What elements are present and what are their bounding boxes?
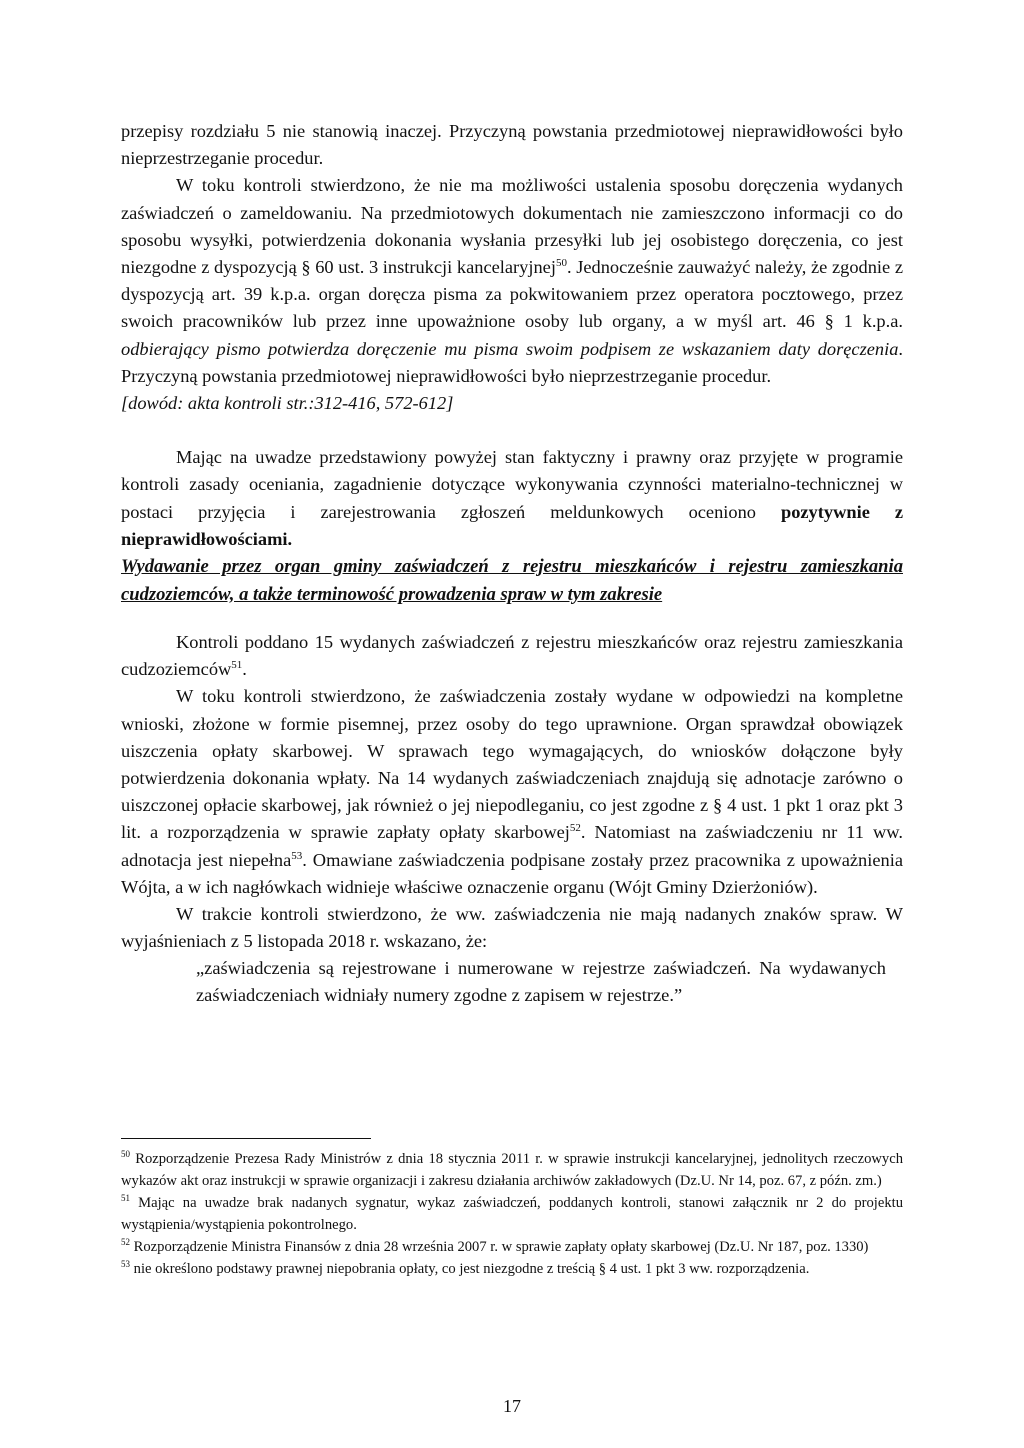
evidence-reference: [dowód: akta kontroli str.:312-416, 572-612]: [121, 393, 454, 414]
footnote-text: nie określono podstawy prawnej niepobrania opłaty, co jest niezgodne z treścią § 4 ust. 1 pkt 3 ww. rozporządzenia.: [130, 1261, 810, 1277]
paragraph-text: przepisy rozdziału 5 nie stanowią inaczej. Przyczyną powstania przedmiotowej nieprawidłowości było nieprzestrzeganie procedur.: [121, 121, 903, 169]
footnote-separator: [121, 1138, 371, 1139]
paragraph-text: Kontroli poddano 15 wydanych zaświadczeń z rejestru mieszkańców oraz rejestru zamieszkania cudzoziemców: [121, 632, 903, 680]
paragraph-text: W toku kontroli stwierdzono, że nie ma możliwości ustalenia sposobu doręczenia wydanych zaświadczeń o zameldowaniu. Na przedmiotowych dokumentach nie zamieszczono informacji co do sposobu wysyłki, potwierdzenia dokonania wysłania przesyłki lub jej osobistego doręczenia, co jest niezgodne z dyspozycją § 60 ust. 3 instrukcji kancelaryjnej: [121, 175, 903, 278]
paragraph-continuation: [121, 118, 903, 172]
footnote-ref-53[interactable]: 53: [291, 849, 303, 862]
footnote-50: [121, 1148, 903, 1192]
paragraph-text: Mając na uwadze przedstawiony powyżej stan faktyczny i prawny oraz przyjęte w programie kontroli zasady oceniania, zagadnienie dotyczące wykonywania czynności materialno-technicznej w postaci przyjęcia i zarejestrowania zgłoszeń meldunkowych oceniono: [121, 447, 903, 522]
footnote-text: Mając na uwadze brak nadanych sygnatur, wykaz zaświadczeń, poddanych kontroli, stanowi załącznik nr 2 do projektu wystąpienia/wystąpienia pokontrolnego.: [121, 1195, 903, 1233]
footnote-ref-50[interactable]: 50: [555, 256, 567, 269]
footnote-number: 53: [121, 1259, 130, 1270]
footnote-ref-52[interactable]: 52: [569, 822, 581, 835]
footnote-52: [121, 1236, 903, 1258]
footnote-number: 50: [121, 1149, 130, 1160]
footnotes: [121, 1148, 903, 1280]
footnote-number: 51: [121, 1193, 130, 1204]
footnote-53: [121, 1258, 903, 1280]
footnote-51: [121, 1192, 903, 1236]
paragraph-delivery-findings: [121, 172, 903, 417]
page-body: [121, 118, 903, 1008]
italic-quote: odbierający pismo potwierdza doręczenie mu pisma swoim podpisem ze wskazaniem daty doręczenia: [121, 338, 899, 359]
paragraph-certificates-count: [121, 629, 903, 683]
assessment-result: pozytywnie z nieprawidłowościami.: [121, 501, 903, 549]
paragraph-text: .: [242, 659, 247, 680]
footnote-number: 52: [121, 1237, 130, 1248]
paragraph-certificates-findings: [121, 683, 903, 901]
paragraph-assessment: [121, 444, 903, 553]
footnote-text: Rozporządzenie Prezesa Rady Ministrów z dnia 18 stycznia 2011 r. w sprawie instrukcji kancelaryjnej, jednolitych rzeczowych wykazów akt oraz instrukcji w sprawie organizacji i zakresu działania archiwów zakładowych (Dz.U. Nr 14, poz. 67, z późn. zm.): [121, 1151, 903, 1189]
paragraph-text: W toku kontroli stwierdzono, że zaświadczenia zostały wydane w odpowiedzi na kompletne wnioski, złożone w formie pisemnej, przez osoby do tego uprawnione. Organ sprawdzał obowiązek uiszczenia opłaty skarbowej. W sprawach tego wymagających, do wniosków dołączone były potwierdzenia dokonania wpłaty. Na 14 wydanych zaświadczeniach znajdują się adnotacje zarówno o uiszczonej opłacie skarbowej, jak również o jej niepodleganiu, co jest zgodne z § 4 ust. 1 pkt 1 oraz pkt 3 lit. a rozporządzenia w sprawie zapłaty opłaty skarbowej: [121, 686, 903, 843]
paragraph-text: . Omawiane zaświadczenia podpisane zostały przez pracownika z upoważnienia Wójta, a w ich nagłówkach widnieje właściwe oznaczenie organu (Wójt Gminy Dzierżoniów).: [121, 849, 903, 897]
section-heading: Wydawanie przez organ gminy zaświadczeń z rejestru mieszkańców i rejestru zamieszkania cudzoziemców, a także terminowość prowadzenia spraw w tym zakresie: [121, 556, 903, 606]
block-quote: „zaświadczenia są rejestrowane i numerowane w rejestrze zaświadczeń. Na wydawanych zaświadczeniach widniały numery zgodne z zapisem w rejestrze.”: [196, 958, 886, 1005]
paragraph-text: W trakcie kontroli stwierdzono, że ww. zaświadczenia nie mają nadanych znaków spraw. W wyjaśnieniach z 5 listopada 2018 r. wskazano, że:: [121, 904, 903, 952]
paragraph-text: . Jednocześnie zauważyć należy, że zgodnie z dyspozycją art. 39 k.p.a. organ doręcza pisma za pokwitowaniem przez operatora pocztowego, przez swoich pracowników lub przez inne upoważnione osoby lub organy, a w myśl art. 46 § 1 k.p.a.: [121, 257, 903, 332]
paragraph-case-marks: [121, 901, 903, 955]
paragraph-text: . Przyczyną powstania przedmiotowej nieprawidłowości było nieprzestrzeganie procedur.: [121, 338, 903, 386]
footnote-ref-51[interactable]: 51: [231, 659, 243, 672]
paragraph-text: . Natomiast na zaświadczeniu nr 11 ww. adnotacja jest niepełna: [121, 822, 903, 870]
footnote-text: Rozporządzenie Ministra Finansów z dnia 28 września 2007 r. w sprawie zapłaty opłaty skarbowej (Dz.U. Nr 187, poz. 1330): [130, 1239, 869, 1255]
page-number: 17: [503, 1396, 521, 1416]
